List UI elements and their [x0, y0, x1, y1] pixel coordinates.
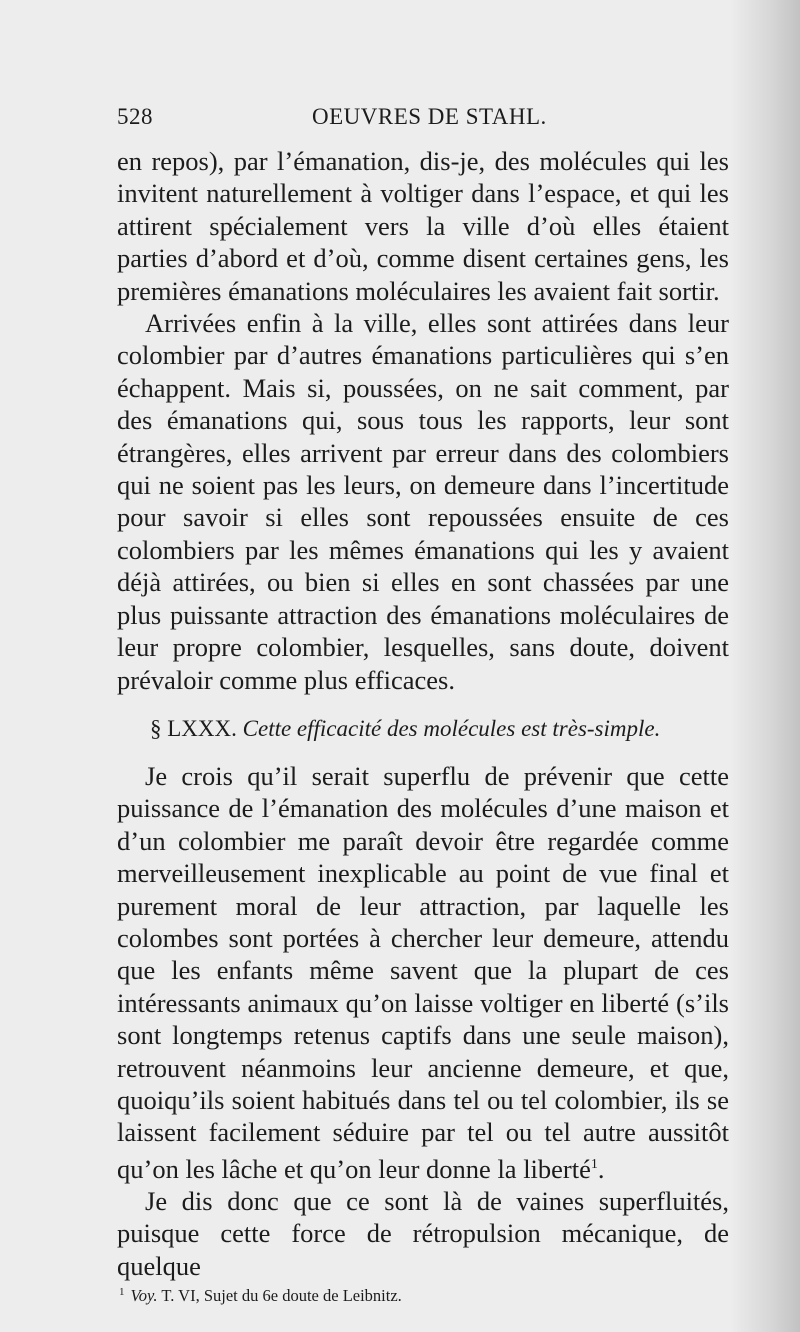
- book-page: [117, 100, 729, 1306]
- paragraph-continued: en repos), par l’émanation, dis-je, des molécules qui les invitent naturellement à voltiger dans l’espace, et qui les attirent spécialement vers la ville d’où elles étaient parties d’abord et d’où, comme disent certaines gens, les premières émanations moléculaires les avaient fait sortir.: [117, 146, 729, 306]
- running-head: [117, 100, 729, 136]
- paragraph-je-crois: [117, 760, 729, 1185]
- footnote-mark: 1: [119, 1286, 125, 1299]
- page-number: 528: [117, 104, 153, 129]
- paragraph-arrivees: Arrivées enfin à la ville, elles sont attirées dans leur colombier par d’autres émanations particulières qui s’en échappent. Mais si, poussées, on ne sait comment, par des émanations qui, sous tous les rapports, leur sont étrangères, elles arrivent par erreur dans des colombiers qui ne soient pas les leurs, on demeure dans l’incertitude pour savoir si elles sont repoussées ensuite de ces colombiers par les mêmes émanations qui les y avaient déjà attirées, ou bien si elles en sont chassées par une plus puissante attraction des émanations moléculaires de leur propre colombier, lesquelles, sans doute, doivent prévaloir comme plus efficaces.: [117, 308, 729, 695]
- footnote-voy: Voy.: [130, 1286, 158, 1306]
- footnote-text: T. VI, Sujet du 6e doute de Leibnitz.: [161, 1286, 402, 1306]
- footnote: [117, 1286, 729, 1306]
- section-heading: [117, 716, 729, 742]
- paragraph-je-crois-end: .: [597, 1153, 605, 1184]
- footnote-reference: 1: [590, 1156, 598, 1172]
- body-text: [117, 145, 729, 1282]
- page-edge-shadow: [730, 0, 800, 1332]
- running-title: OEUVRES DE STAHL.: [312, 104, 547, 129]
- paragraph-je-dis: Je dis donc que ce sont là de vaines superfluités, puisque cette force de rétropulsion mécanique, de quelque: [117, 1186, 729, 1281]
- paragraph-je-crois-text: Je crois qu’il serait superflu de prévenir que cette puissance de l’émanation des molécules d’une maison et d’un colombier me paraît devoir être regardée comme merveilleusement inexplicable au point de vue final et purement moral de leur attraction, par laquelle les colombes sont portées à chercher leur demeure, attendu que les enfants même savent que la plupart de ces intéressants animaux qu’on laisse voltiger en liberté (s’ils sont longtemps retenus captifs dans une seule maison), retrouvent néanmoins leur ancienne demeure, et que, quoiqu’ils soient habitués dans tel ou tel colombier, ils se laissent facilement séduire par tel ou tel autre aussitôt qu’on les lâche et qu’on leur donne la liberté: [117, 760, 729, 1184]
- section-number: § LXXX.: [150, 715, 237, 741]
- section-title: Cette efficacité des molécules est très-simple.: [242, 715, 661, 741]
